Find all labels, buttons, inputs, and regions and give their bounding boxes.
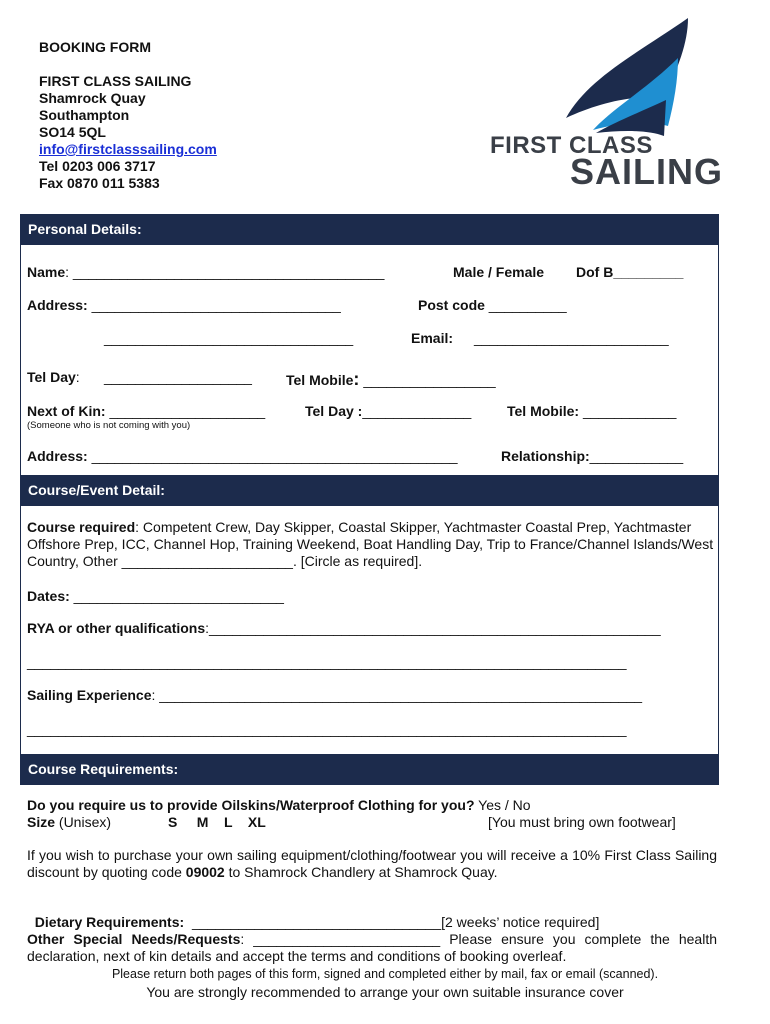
kin-row[interactable] (27, 403, 265, 419)
tel-mobile-row[interactable] (286, 369, 496, 390)
kin-address-label: Address: (27, 448, 88, 464)
size-row[interactable] (27, 814, 111, 830)
address-line: Shamrock Quay (39, 90, 146, 106)
postcode-label: Post code (418, 297, 485, 313)
experience-blank[interactable]: : ______________________________________________________________ (151, 687, 643, 703)
rya-label: RYA or other qualifications (27, 620, 206, 636)
course-required[interactable] (27, 519, 717, 570)
special-needs-row[interactable] (27, 931, 717, 965)
address-label: Address: (27, 297, 88, 313)
dates-row[interactable] (27, 588, 284, 604)
special-needs-blank[interactable]: : ________________________ (240, 931, 450, 947)
tel-day-row[interactable] (27, 369, 80, 385)
fax: Fax 0870 011 5383 (39, 175, 160, 191)
logo-text-sailing: SAILING (570, 151, 724, 192)
experience-row[interactable] (27, 687, 642, 703)
kin-address-blank[interactable]: _______________________________________________ (91, 448, 458, 464)
kin-tel-day-row[interactable] (305, 403, 471, 419)
form-title: BOOKING FORM (39, 39, 151, 55)
discount-text-end: to Shamrock Chandlery at Shamrock Quay. (224, 864, 498, 880)
telephone: Tel 0203 006 3717 (39, 158, 156, 174)
insurance-note: You are strongly recommended to arrange your own suitable insurance cover (146, 984, 624, 1000)
kin-tel-mobile-label: Tel Mobile: (507, 403, 580, 419)
section-heading-course: Course/Event Detail: (20, 475, 719, 506)
address-line: Southampton (39, 107, 130, 123)
discount-code: 09002 (185, 864, 225, 880)
section-heading-requirements: Course Requirements: (20, 754, 719, 785)
rya-blank-line-2[interactable]: _____________________________________________________________________________ (27, 654, 627, 670)
return-note: Please return both pages of this form, signed and completed either by mail, fax or email (scanned). (111, 967, 659, 981)
kin-tel-mobile-row[interactable] (507, 403, 676, 419)
experience-label: Sailing Experience (27, 687, 152, 703)
logo-text-first-class: FIRST CLASS (490, 132, 653, 159)
email-label: Email: (411, 330, 454, 346)
kin-tel-day-blank[interactable]: ______________ (362, 403, 472, 419)
discount-text: If you wish to purchase your own sailing equipment/clothing/footwear you will receive a 10% First Class Sailing discount by quoting code (27, 847, 717, 880)
size-label: Size (27, 814, 56, 830)
experience-blank-line-2[interactable]: _____________________________________________________________________________ (27, 721, 627, 737)
relationship-row[interactable] (501, 448, 683, 464)
kin-note: (Someone who is not coming with you) (27, 420, 191, 431)
company-name: FIRST CLASS SAILING (39, 73, 192, 89)
kin-tel-mobile-blank[interactable]: ____________ (582, 403, 677, 419)
kin-tel-day-label: Tel Day : (305, 403, 363, 419)
postcode-blank[interactable]: __________ (488, 297, 567, 313)
tel-mobile-colon: : (353, 369, 360, 389)
kin-address-row[interactable] (27, 448, 458, 464)
dob-field[interactable]: Dof B_________ (576, 264, 684, 280)
oilskins-row[interactable] (27, 797, 531, 813)
company-logo (488, 18, 726, 190)
address-row[interactable] (27, 297, 341, 313)
tel-day-colon: : (75, 369, 80, 385)
relationship-blank[interactable]: ____________ (589, 448, 684, 464)
discount-paragraph (27, 847, 717, 881)
rya-blank[interactable]: :__________________________________________________________ (205, 620, 661, 636)
relationship-label: Relationship: (501, 448, 590, 464)
name-row[interactable] (27, 264, 384, 280)
special-needs-label: Other Special Needs/Requests (27, 931, 241, 947)
dietary-label: Dietary Requirements: (34, 914, 185, 930)
size-unisex: (Unisex) (55, 814, 112, 830)
name-label: Name (27, 264, 66, 280)
email-blank[interactable]: _________________________ (474, 330, 669, 346)
dates-label: Dates: (27, 588, 70, 604)
email-link[interactable]: info@firstclasssailing.com (39, 141, 217, 157)
section-heading-personal: Personal Details: (20, 214, 719, 245)
tel-day-label: Tel Day (27, 369, 76, 385)
company-header (39, 39, 217, 192)
dietary-blank[interactable]: ________________________________ (184, 914, 442, 930)
dietary-row[interactable] (27, 898, 599, 930)
footwear-note: [You must bring own footwear] (488, 814, 676, 830)
dates-blank[interactable]: ___________________________ (69, 588, 284, 604)
course-required-options[interactable]: : Competent Crew, Day Skipper, Coastal Skipper, Yachtmaster Coastal Prep, Yachtmaster Offshore Prep, ICC, Channel Hop, Training Weekend, Boat Handling Day, Trip to France/Channel Islands/West Country, Other ______________________. [Circle as required]. (27, 519, 714, 569)
dietary-note: [2 weeks’ notice required] (441, 914, 600, 930)
name-blank[interactable]: : ________________________________________ (65, 264, 385, 280)
special-needs-note: Please ensure you complete the health declaration, next of kin details and accept the terms and conditions of booking overleaf. (27, 931, 718, 964)
oilskins-answer[interactable]: Yes / No (474, 797, 531, 813)
oilskins-question: Do you require us to provide Oilskins/Waterproof Clothing for you? (27, 797, 475, 813)
address-blank-2[interactable]: ________________________________ (104, 330, 354, 346)
tel-day-blank[interactable]: ___________________ (104, 369, 252, 385)
postcode-row[interactable] (418, 297, 567, 313)
gender-field[interactable]: Male / Female (453, 264, 545, 280)
address-postcode: SO14 5QL (39, 124, 106, 140)
tel-mobile-label: Tel Mobile (286, 372, 354, 388)
size-options[interactable]: S M L XL (168, 814, 266, 830)
course-required-label: Course required (27, 519, 136, 535)
kin-blank[interactable]: ____________________ (109, 403, 266, 419)
address-blank[interactable]: ________________________________ (91, 297, 341, 313)
tel-mobile-blank[interactable]: _________________ (363, 372, 496, 388)
kin-label: Next of Kin: (27, 403, 106, 419)
rya-row[interactable] (27, 620, 661, 636)
